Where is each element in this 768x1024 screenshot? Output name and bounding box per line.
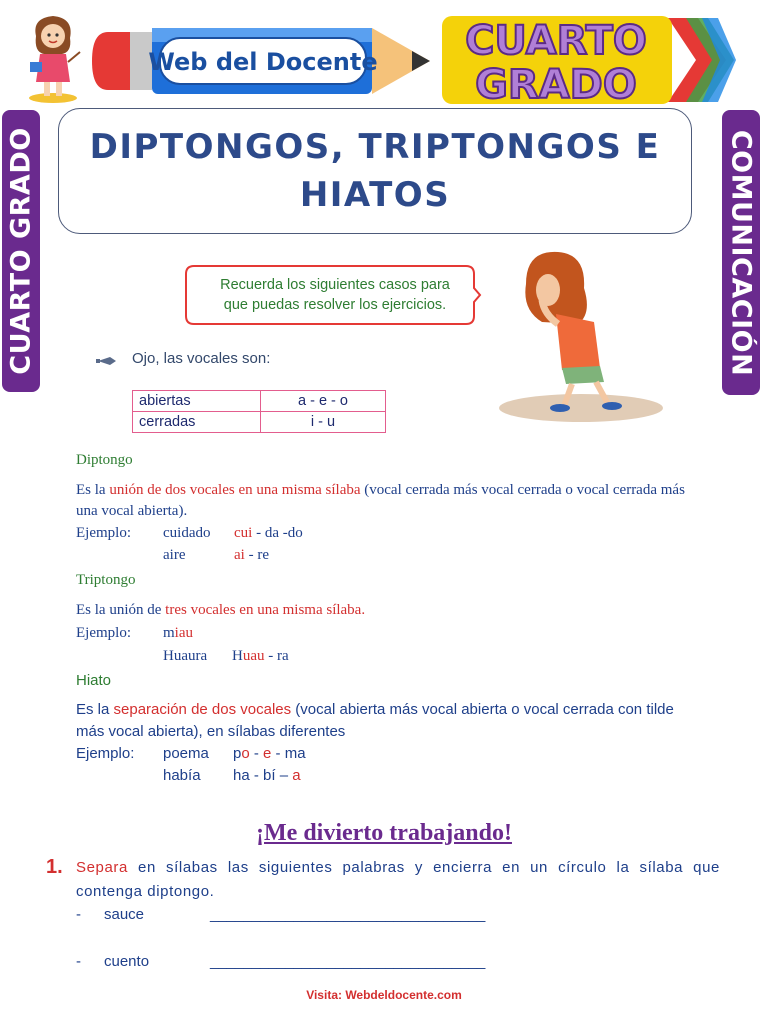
vowel-table [132,390,386,433]
item-dash: - [76,906,81,923]
pen-icon [96,356,118,366]
grade-badge [436,10,736,110]
vowel-label: abiertas [133,391,261,412]
grade-line2: GRADO [475,62,637,108]
example-syllables: cui - da -do [234,525,303,541]
example-word: miau [163,625,193,641]
example-word: había [163,767,201,784]
example-syllables: ha - bí – a [233,767,301,784]
diptongo-definition: Es la unión de dos vocales en una misma sílaba (vocal cerrada más vocal cerrada o vocal cerrada más una vocal abierta). [76,482,685,519]
diptongo-heading: Diptongo [76,452,133,468]
footer-link[interactable]: Visita: Webdeldocente.com [306,988,462,1002]
example-word: poema [163,745,209,762]
pencil-banner [90,20,440,102]
hiato-example-label: Ejemplo: [76,745,135,762]
example-word: Huaura [163,648,208,664]
table-row [133,391,386,412]
vowel-note: Ojo, las vocales son: [132,350,271,367]
example-word: cuidado [163,525,211,541]
triptongo-example-label: Ejemplo: [76,625,131,641]
example-syllables: Huau - ra [232,648,289,664]
answer-line[interactable]: _________________________________ [210,906,486,923]
bubble-text: Recuerda los siguientes casos para que puedas resolver los ejercicios. [220,277,450,313]
example-word: aire [163,547,186,563]
answer-line[interactable]: _________________________________ [210,953,486,970]
brand-text: Web del Docente [148,48,378,76]
grade-line1: CUARTO [465,18,647,64]
title-box [58,108,692,234]
vowel-value: i - u [261,412,386,433]
page-title: DIPTONGOS, TRIPTONGOS E HIATOS [89,127,661,215]
item-word: cuento [104,953,150,970]
table-row [133,412,386,433]
item-dash: - [76,953,81,970]
question-text: Separa en sílabas las siguientes palabras y encierra en un círculo la sílaba que contenga diptongo. [76,859,720,900]
triptongo-definition: Es la unión de tres vocales en una misma sílaba. [76,602,366,618]
vowel-value: a - e - o [261,391,386,412]
hiato-definition: Es la separación de dos vocales (vocal abierta más vocal abierta o vocal cerrada con tilde más vocal abierta), en sílabas diferentes [76,701,674,740]
item-word: sauce [104,906,145,923]
side-banner-left [2,110,40,392]
question-number: 1. [46,856,63,878]
teacher-illustration [22,12,84,104]
example-syllables: po - e - ma [233,745,306,762]
vowel-label: cerradas [133,412,261,433]
side-label-right: COMUNICACIÓN [725,129,757,376]
triptongo-heading: Triptongo [76,572,136,588]
girl-illustration [496,244,666,424]
hiato-heading: Hiato [76,672,112,689]
side-banner-right [722,110,760,395]
diptongo-example-label: Ejemplo: [76,525,131,541]
side-label-left: CUARTO GRADO [5,127,37,375]
activity-title: ¡Me divierto trabajando! [256,820,512,846]
example-syllables: ai - re [234,547,269,563]
